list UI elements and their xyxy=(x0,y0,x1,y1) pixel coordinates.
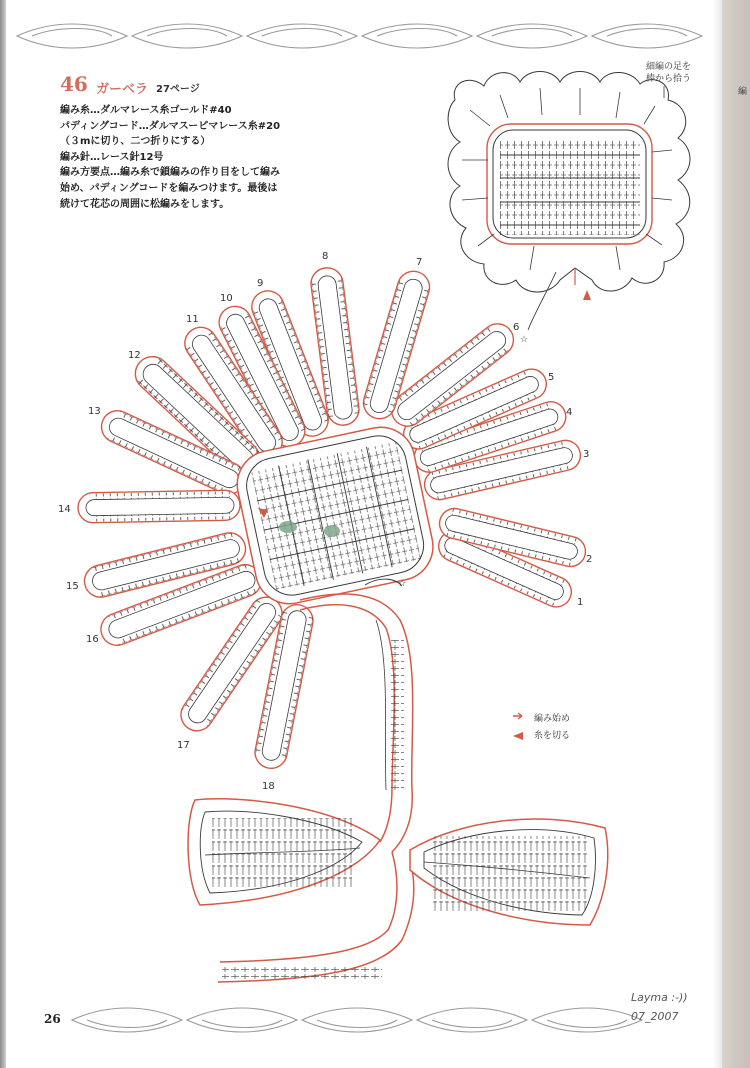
petal-label-17: 17 xyxy=(177,740,190,751)
legend-start-label: 編み始め xyxy=(534,714,571,724)
signature xyxy=(631,988,688,1026)
signature-date: 07_2007 xyxy=(631,1010,679,1023)
petal-label-3: 3 xyxy=(583,449,590,460)
petal-label-15: 15 xyxy=(66,581,79,592)
petal-label-2: 2 xyxy=(586,554,593,565)
next-page-fragment: 編 xyxy=(738,87,748,97)
pattern-name: ガーベラ xyxy=(96,82,149,97)
petal-label-13: 13 xyxy=(88,406,101,417)
inset-caption-line-2: 棒から拾う xyxy=(646,74,692,84)
pattern-number: 46 xyxy=(60,72,88,96)
petal-label-1: 1 xyxy=(577,597,584,608)
stem-star: ☆ xyxy=(398,579,407,589)
petal-label-5: 5 xyxy=(548,372,555,383)
petal-label-18: 18 xyxy=(262,781,275,792)
petal-label-4: 4 xyxy=(566,407,573,418)
instruction-line: パディングコード…ダルマスーピマレース糸#20 xyxy=(60,120,281,132)
petal-label-7: 7 xyxy=(416,257,423,268)
instruction-line: 始め、パディングコードを編みつけます。最後は xyxy=(60,182,278,194)
petal-label-10: 10 xyxy=(220,293,233,304)
petal-label-11: 11 xyxy=(186,314,199,325)
inset-chart xyxy=(448,60,691,345)
page-reference: 27ページ xyxy=(156,84,200,95)
petal-label-16: 16 xyxy=(86,634,99,645)
petal xyxy=(78,490,241,523)
instruction-line: 編み糸…ダルマレース糸ゴールド#40 xyxy=(60,105,232,116)
left-leaf xyxy=(188,799,380,905)
petal-label-9: 9 xyxy=(257,278,264,289)
instruction-line: 続けて花芯の周囲に松編みをします。 xyxy=(60,198,230,210)
petal-label-12: 12 xyxy=(128,350,141,361)
signature-name: Layma :-)) xyxy=(631,991,688,1004)
legend-cut xyxy=(520,728,570,741)
petal-label-6: 6 xyxy=(513,322,520,333)
instruction-line: （３mに切り、二つ折りにする） xyxy=(60,136,211,148)
legend-cut-label: 糸を切る xyxy=(534,731,571,741)
legend-start xyxy=(520,711,570,724)
instruction-line: 編み針…レース針12号 xyxy=(60,151,164,163)
right-leaf xyxy=(410,819,608,925)
petal-label-14: 14 xyxy=(58,504,71,515)
petal-label-8: 8 xyxy=(322,251,329,262)
inset-star: ☆ xyxy=(520,335,529,345)
page-number: 26 xyxy=(44,1012,61,1026)
instruction-line: 編み方要点…編み糸で鎖編みの作り目をして編み xyxy=(60,167,280,179)
inset-caption-line-1: 細編の足を xyxy=(646,62,692,72)
